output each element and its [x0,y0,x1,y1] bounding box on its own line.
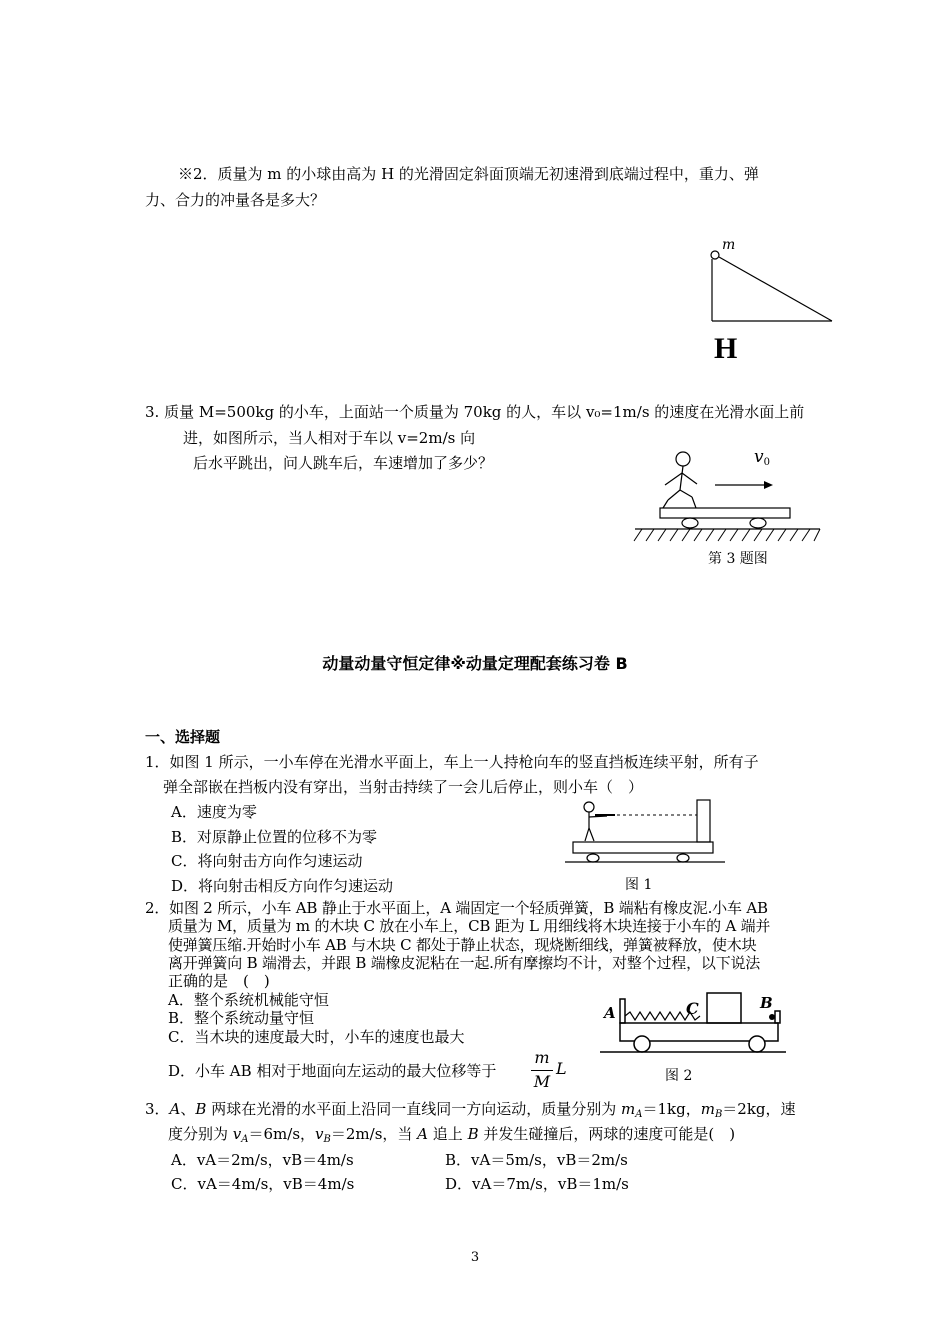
q1-line1: 1．如图 1 所示，一小车停在光滑水平面上，车上一人持枪向车的竖直挡板连续平射，所有子 [145,753,759,771]
q3-prev-line1: 3. 质量 M=500kg 的小车，上面站一个质量为 70kg 的人，车以 v₀=1m/s 的速度在光滑水面上前 [145,403,805,421]
velocity-v0-label: $v_0$ [754,447,770,468]
q1-option-b: B．对原静止位置的位移不为零 [171,828,378,846]
q3-line2: 度分别为 $v_A=6m/s$，$v_B=2m/s$，当 A 追上 B 并发生碰撞后，两球的速度可能是( ) [168,1125,736,1145]
figure-2-caption: 图 2 [665,1068,693,1084]
q3-prev-line2: 进，如图所示，当人相对于车以 v=2m/s 向 [183,429,476,447]
fraction-denominator: M [533,1072,551,1091]
q3-line1: 3．A、B 两球在光滑的水平面上沿同一直线同一方向运动，质量分别为 $m_A=1kg$，$m_B=2kg$，速 [145,1100,796,1120]
figure-1 [565,795,730,870]
incline-slope [719,257,832,321]
q3-option-c: C．vA＝4m/s，vB＝4m/s [171,1175,355,1193]
q1-option-c: C．将向射击方向作匀速运动 [171,852,363,870]
fraction-numerator: m [534,1048,550,1067]
q3-option-b: B．vA＝5m/s，vB＝2m/s [445,1151,628,1169]
page-number: 3 [470,1250,480,1265]
q2-line5: 正确的是 ( ) [168,972,270,990]
q3-prev-line3: 后水平跳出，问人跳车后，车速增加了多少？ [193,454,494,472]
section-title: 一、选择题 [145,728,221,746]
q2-line1: 2．如图 2 所示，小车 AB 静止于水平面上，A 端固定一个轻质弹簧，B 端粘有橡皮泥.小车 AB [145,899,768,917]
q1-line2: 弹全部嵌在挡板内没有穿出，当射击持续了一会儿后停止，则小车（ ） [163,778,644,796]
q2-option-b: B．整个系统动量守恒 [168,1009,315,1027]
q3-prev-fig-caption: 第 3 题图 [708,551,768,567]
q2-line4: 离开弹簧向 B 端滑去，并跟 B 端橡皮泥粘在一起.所有摩擦均不计，对整个过程，以下说法 [168,954,761,972]
figure-1-caption: 图 1 [625,877,653,893]
q2-prev-line2: 力、合力的冲量各是多大？ [145,191,326,209]
q1-option-d: D．将向射击相反方向作匀速运动 [171,877,394,895]
q1-option-a: A．速度为零 [171,803,257,821]
incline-H-label: H [714,332,738,365]
cart-person-figure [630,445,830,555]
q3-option-a: A．vA＝2m/s，vB＝4m/s [171,1151,354,1169]
incline-m-label: m [722,237,736,253]
ball [711,251,719,259]
fraction-tail: L [556,1059,567,1078]
figure-2-label-c: C [686,999,699,1018]
q2-line3: 使弹簧压缩.开始时小车 AB 与木块 C 都处于静止状态，现烧断细线，弹簧被释放，使木块 [168,936,757,954]
figure-2-label-a: A [604,1004,616,1022]
paper-title: 动量动量守恒定律※动量定理配套练习卷 B [322,654,628,673]
q2-prev-line1: ※2．质量为 m 的小球由高为 H 的光滑固定斜面顶端无初速滑到底端过程中，重力、弹 [178,165,759,183]
q2-option-a: A．整个系统机械能守恒 [168,991,329,1009]
q3-option-d: D．vA＝7m/s，vB＝1m/s [445,1175,629,1193]
q2-option-c: C．当木块的速度最大时，小车的速度也最大 [168,1028,465,1046]
fraction-bar [531,1070,553,1071]
q2-line2: 质量为 M，质量为 m 的木块 C 放在小车上，CB 距为 L 用细线将木块连接于小车的 A 端并 [168,917,771,935]
q2-option-d: D．小车 AB 相对于地面向左运动的最大位移等于 [168,1062,497,1080]
figure-2-label-b: B [760,994,773,1012]
